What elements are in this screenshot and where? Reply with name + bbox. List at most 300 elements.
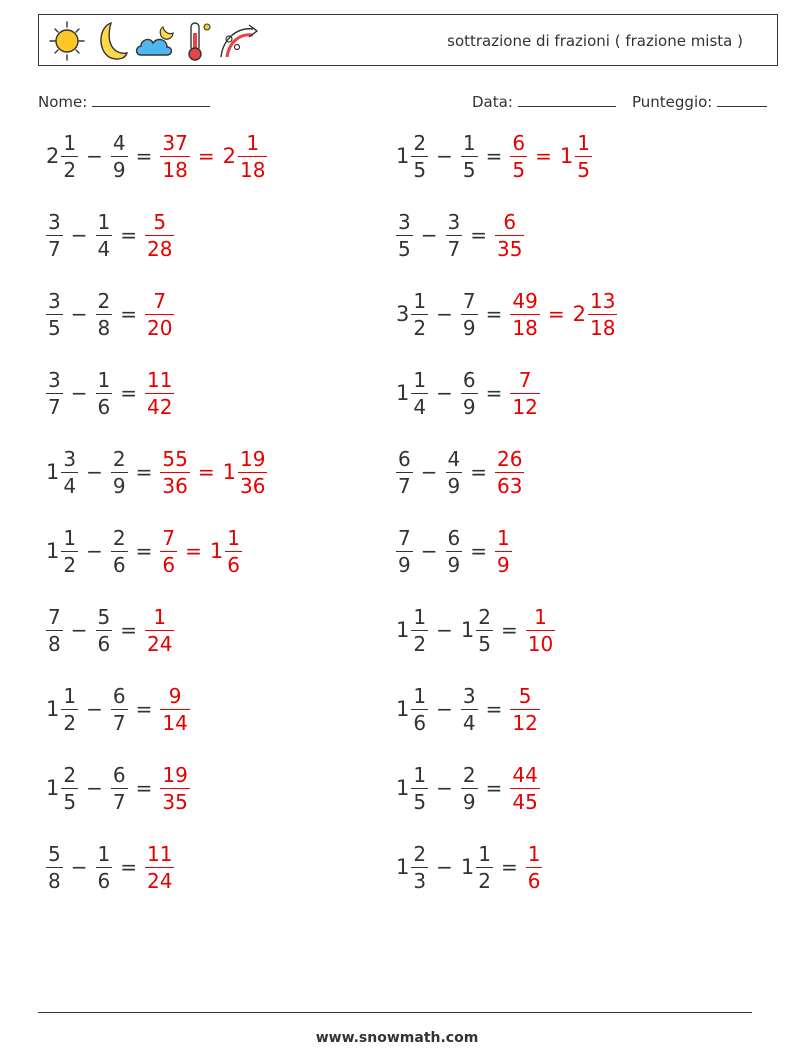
fraction [461, 762, 478, 814]
fraction [495, 525, 512, 577]
denominator: 4 [63, 473, 77, 498]
fraction [145, 209, 174, 261]
numerator: 1 [413, 367, 427, 392]
denominator: 14 [162, 710, 188, 735]
answer-token [183, 539, 204, 563]
term-token [96, 288, 113, 340]
fraction [96, 367, 113, 419]
term-token [84, 460, 105, 484]
term-token [499, 618, 520, 642]
minus-sign: − [436, 697, 453, 721]
minus-sign: − [70, 302, 88, 326]
fraction [461, 288, 478, 340]
term-token [118, 223, 139, 247]
term-token [134, 697, 155, 721]
fraction [495, 446, 524, 498]
term-token [484, 697, 505, 721]
fraction [145, 604, 174, 656]
fraction [111, 525, 128, 577]
whole-number: 2 [222, 144, 236, 168]
denominator: 8 [48, 868, 61, 893]
term-token [468, 539, 489, 563]
whole-number: 1 [46, 697, 60, 721]
numerator: 3 [462, 683, 476, 708]
whole-number: 1 [46, 776, 60, 800]
denominator: 6 [97, 631, 111, 656]
numerator: 1 [462, 130, 476, 155]
footer-divider [38, 1012, 752, 1013]
term-token [118, 381, 139, 405]
answer-token [160, 130, 189, 182]
equals-sign: = [470, 539, 487, 563]
term-token [434, 144, 455, 168]
answer-token [533, 144, 554, 168]
term-token [134, 776, 155, 800]
answer-token [196, 460, 217, 484]
equals-sign: = [135, 460, 153, 484]
fraction [411, 762, 428, 814]
numerator: 3 [447, 209, 461, 234]
fraction [160, 525, 177, 577]
equals-sign: = [485, 381, 503, 405]
denominator: 6 [527, 868, 541, 893]
whole-number: 1 [559, 144, 574, 168]
term-token [396, 367, 428, 419]
term-token [499, 855, 520, 879]
denominator: 6 [227, 552, 240, 577]
denominator: 63 [497, 473, 523, 498]
fraction [411, 841, 428, 893]
numerator: 1 [497, 525, 510, 550]
numerator: 2 [462, 762, 476, 787]
score-blank[interactable] [717, 92, 767, 107]
whole-number: 1 [396, 144, 410, 168]
term-token [69, 855, 90, 879]
numerator: 2 [63, 762, 77, 787]
term-token [461, 683, 478, 735]
answer-token [160, 683, 189, 735]
numerator: 1 [413, 762, 427, 787]
term-token [96, 367, 113, 419]
numerator: 7 [162, 525, 176, 550]
numerator: 26 [497, 446, 523, 471]
denominator: 35 [162, 789, 188, 814]
fraction [446, 446, 463, 498]
denominator: 2 [63, 710, 77, 735]
answer-token [145, 367, 174, 419]
problem-item [396, 827, 548, 907]
term-token [434, 302, 455, 326]
term-token [46, 604, 63, 656]
fraction [575, 130, 592, 182]
denominator: 8 [97, 315, 111, 340]
whole-number: 1 [460, 618, 475, 642]
equals-sign: = [120, 855, 137, 879]
numerator: 1 [97, 841, 111, 866]
denominator: 18 [589, 315, 616, 340]
minus-sign: − [86, 144, 103, 168]
date-label: Data: [472, 93, 513, 111]
numerator: 2 [478, 604, 491, 629]
fraction [526, 841, 543, 893]
answer-token [145, 841, 174, 893]
term-token [46, 683, 78, 735]
denominator: 45 [512, 789, 538, 814]
term-token [69, 302, 90, 326]
numerator: 1 [153, 604, 167, 629]
denominator: 18 [162, 157, 188, 182]
answer-token [526, 604, 555, 656]
term-token [396, 209, 413, 261]
term-token [96, 841, 113, 893]
answer-token [510, 683, 539, 735]
fraction [238, 130, 267, 182]
denominator: 6 [97, 394, 111, 419]
fraction [46, 604, 63, 656]
numerator: 3 [63, 446, 77, 471]
denominator: 28 [147, 236, 173, 261]
numerator: 11 [147, 841, 173, 866]
denominator: 9 [112, 157, 126, 182]
minus-sign: − [436, 618, 453, 642]
denominator: 35 [497, 236, 523, 261]
problem-item [46, 511, 248, 591]
denominator: 6 [97, 868, 111, 893]
answer-token [209, 525, 242, 577]
term-token [484, 381, 505, 405]
numerator: 49 [512, 288, 538, 313]
term-token [396, 604, 428, 656]
numerator: 4 [447, 446, 461, 471]
numerator: 5 [153, 209, 167, 234]
minus-sign: − [86, 776, 103, 800]
term-token [446, 446, 463, 498]
fraction [446, 525, 463, 577]
fraction [411, 367, 428, 419]
numerator: 19 [239, 446, 266, 471]
numerator: 5 [518, 683, 532, 708]
problem-item [396, 511, 518, 591]
whole-number: 1 [396, 855, 410, 879]
fraction [510, 288, 539, 340]
denominator: 9 [462, 789, 476, 814]
minus-sign: − [70, 855, 88, 879]
problem-item [396, 195, 530, 275]
term-token [461, 288, 478, 340]
fraction [510, 367, 539, 419]
numerator: 13 [589, 288, 616, 313]
numerator: 37 [162, 130, 188, 155]
numerator: 11 [147, 367, 173, 392]
minus-sign: − [436, 776, 453, 800]
whole-number: 2 [46, 144, 60, 168]
fraction [510, 762, 539, 814]
equals-sign: = [485, 144, 503, 168]
term-token [46, 130, 78, 182]
denominator: 18 [239, 157, 266, 182]
fraction [61, 683, 78, 735]
term-token [69, 223, 90, 247]
term-token [134, 539, 155, 563]
answer-token [495, 446, 524, 498]
equals-sign: = [135, 539, 153, 563]
whole-number: 1 [396, 618, 410, 642]
minus-sign: − [436, 302, 453, 326]
answer-token [222, 446, 268, 498]
denominator: 4 [462, 710, 476, 735]
worksheet-title: sottrazione di frazioni ( frazione mista ) [447, 32, 743, 50]
denominator: 7 [48, 236, 61, 261]
term-token [396, 130, 428, 182]
fraction [61, 525, 78, 577]
numerator: 6 [398, 446, 411, 471]
fraction [46, 209, 63, 261]
numerator: 6 [112, 683, 126, 708]
whole-number: 1 [46, 460, 60, 484]
term-token [69, 618, 90, 642]
name-blank[interactable] [92, 92, 210, 107]
equals-sign: = [197, 144, 215, 168]
denominator: 12 [512, 394, 538, 419]
equals-sign: = [120, 223, 137, 247]
term-token [118, 302, 139, 326]
minus-sign: − [70, 223, 88, 247]
term-token [111, 130, 128, 182]
numerator: 1 [246, 130, 260, 155]
fraction [411, 288, 428, 340]
denominator: 36 [162, 473, 188, 498]
term-token [134, 460, 155, 484]
fraction [96, 209, 113, 261]
fraction [46, 288, 63, 340]
numerator: 1 [577, 130, 590, 155]
minus-sign: − [86, 697, 103, 721]
denominator: 5 [413, 157, 427, 182]
problem-item [396, 432, 530, 512]
term-token [46, 525, 78, 577]
answer-token [196, 144, 217, 168]
problem-item [396, 590, 561, 670]
fraction [396, 446, 413, 498]
term-token [69, 381, 90, 405]
fraction [96, 841, 113, 893]
numerator: 1 [413, 288, 427, 313]
numerator: 1 [63, 683, 77, 708]
denominator: 2 [478, 868, 491, 893]
fraction [160, 762, 189, 814]
answer-token [510, 367, 539, 419]
term-token [134, 144, 155, 168]
equals-sign: = [485, 302, 503, 326]
fraction [96, 604, 113, 656]
fraction [61, 762, 78, 814]
term-token [419, 223, 440, 247]
icon-strip [47, 19, 261, 63]
numerator: 6 [512, 130, 526, 155]
numerator: 2 [112, 446, 126, 471]
fraction [461, 683, 478, 735]
term-token [434, 776, 455, 800]
equals-sign: = [120, 618, 137, 642]
numerator: 1 [413, 683, 427, 708]
equals-sign: = [500, 618, 518, 642]
header-box [38, 14, 778, 66]
denominator: 5 [478, 631, 491, 656]
moon-icon [91, 19, 129, 63]
term-token [434, 381, 455, 405]
denominator: 2 [413, 631, 427, 656]
denominator: 42 [147, 394, 173, 419]
denominator: 5 [512, 157, 526, 182]
cloud-icon [133, 19, 179, 63]
whole-number: 1 [396, 697, 410, 721]
term-token [461, 762, 478, 814]
minus-sign: − [86, 460, 103, 484]
fraction [495, 209, 524, 261]
term-token [46, 367, 63, 419]
minus-sign: − [70, 618, 88, 642]
numerator: 4 [112, 130, 126, 155]
fraction [145, 367, 174, 419]
answer-token [526, 841, 543, 893]
denominator: 18 [512, 315, 538, 340]
denominator: 12 [512, 710, 538, 735]
equals-sign: = [120, 381, 137, 405]
fraction [225, 525, 242, 577]
fraction [111, 762, 128, 814]
minus-sign: − [436, 855, 453, 879]
numerator: 7 [153, 288, 167, 313]
answer-token [572, 288, 618, 340]
denominator: 5 [577, 157, 590, 182]
denominator: 10 [527, 631, 554, 656]
fraction [61, 130, 78, 182]
minus-sign: − [436, 381, 453, 405]
term-token [396, 446, 413, 498]
term-token [46, 288, 63, 340]
problem-item [46, 353, 180, 433]
denominator: 2 [413, 315, 427, 340]
problem-item [396, 669, 546, 749]
term-token [434, 697, 455, 721]
whole-number: 1 [209, 539, 224, 563]
equals-sign: = [485, 697, 503, 721]
denominator: 5 [398, 236, 411, 261]
numerator: 3 [48, 209, 61, 234]
date-field[interactable] [472, 92, 616, 111]
denominator: 9 [447, 473, 461, 498]
numerator: 1 [413, 604, 427, 629]
fraction [160, 446, 189, 498]
fraction [411, 604, 428, 656]
denominator: 5 [63, 789, 77, 814]
equals-sign: = [485, 776, 503, 800]
answer-token [495, 525, 512, 577]
numerator: 2 [413, 130, 427, 155]
term-token [96, 604, 113, 656]
minus-sign: − [420, 460, 438, 484]
score-field[interactable] [632, 92, 767, 111]
term-token [96, 209, 113, 261]
term-token [434, 855, 455, 879]
denominator: 9 [497, 552, 510, 577]
denominator: 9 [462, 315, 476, 340]
name-field[interactable] [38, 92, 210, 111]
denominator: 36 [239, 473, 266, 498]
denominator: 6 [162, 552, 176, 577]
numerator: 1 [478, 841, 491, 866]
fraction [46, 841, 63, 893]
term-token [396, 288, 428, 340]
fraction [476, 841, 493, 893]
denominator: 5 [413, 789, 427, 814]
minus-sign: − [420, 539, 438, 563]
problem-item [46, 669, 196, 749]
term-token [46, 209, 63, 261]
numerator: 3 [48, 288, 61, 313]
fraction [160, 130, 189, 182]
numerator: 7 [398, 525, 411, 550]
denominator: 5 [462, 157, 476, 182]
equals-sign: = [547, 302, 565, 326]
answer-token [160, 525, 177, 577]
fraction [61, 446, 78, 498]
wind-icon [217, 19, 261, 63]
numerator: 6 [503, 209, 517, 234]
numerator: 6 [112, 762, 126, 787]
date-blank[interactable] [518, 92, 616, 107]
term-token [46, 841, 63, 893]
denominator: 9 [447, 552, 461, 577]
denominator: 7 [447, 236, 461, 261]
problem-item [46, 590, 180, 670]
fraction [111, 446, 128, 498]
equals-sign: = [470, 460, 487, 484]
numerator: 6 [447, 525, 461, 550]
equals-sign: = [535, 144, 552, 168]
term-token [396, 762, 428, 814]
equals-sign: = [135, 776, 153, 800]
numerator: 3 [398, 209, 411, 234]
fraction [145, 841, 174, 893]
term-token [461, 130, 478, 182]
thermometer-icon [183, 19, 213, 63]
answer-token [510, 762, 539, 814]
equals-sign: = [197, 460, 215, 484]
term-token [484, 144, 505, 168]
fraction [588, 288, 617, 340]
numerator: 7 [462, 288, 476, 313]
minus-sign: − [436, 144, 453, 168]
answer-token [559, 130, 592, 182]
term-token [461, 367, 478, 419]
numerator: 2 [413, 841, 427, 866]
answer-token [145, 288, 174, 340]
denominator: 7 [112, 710, 126, 735]
term-token [396, 841, 428, 893]
problem-item [396, 116, 598, 196]
problem-item [396, 748, 546, 828]
denominator: 6 [413, 710, 427, 735]
whole-number: 2 [572, 302, 586, 326]
term-token [84, 697, 105, 721]
denominator: 9 [398, 552, 411, 577]
problem-item [396, 274, 623, 354]
fraction [396, 525, 413, 577]
fraction [411, 130, 428, 182]
fraction [411, 683, 428, 735]
term-token [84, 776, 105, 800]
